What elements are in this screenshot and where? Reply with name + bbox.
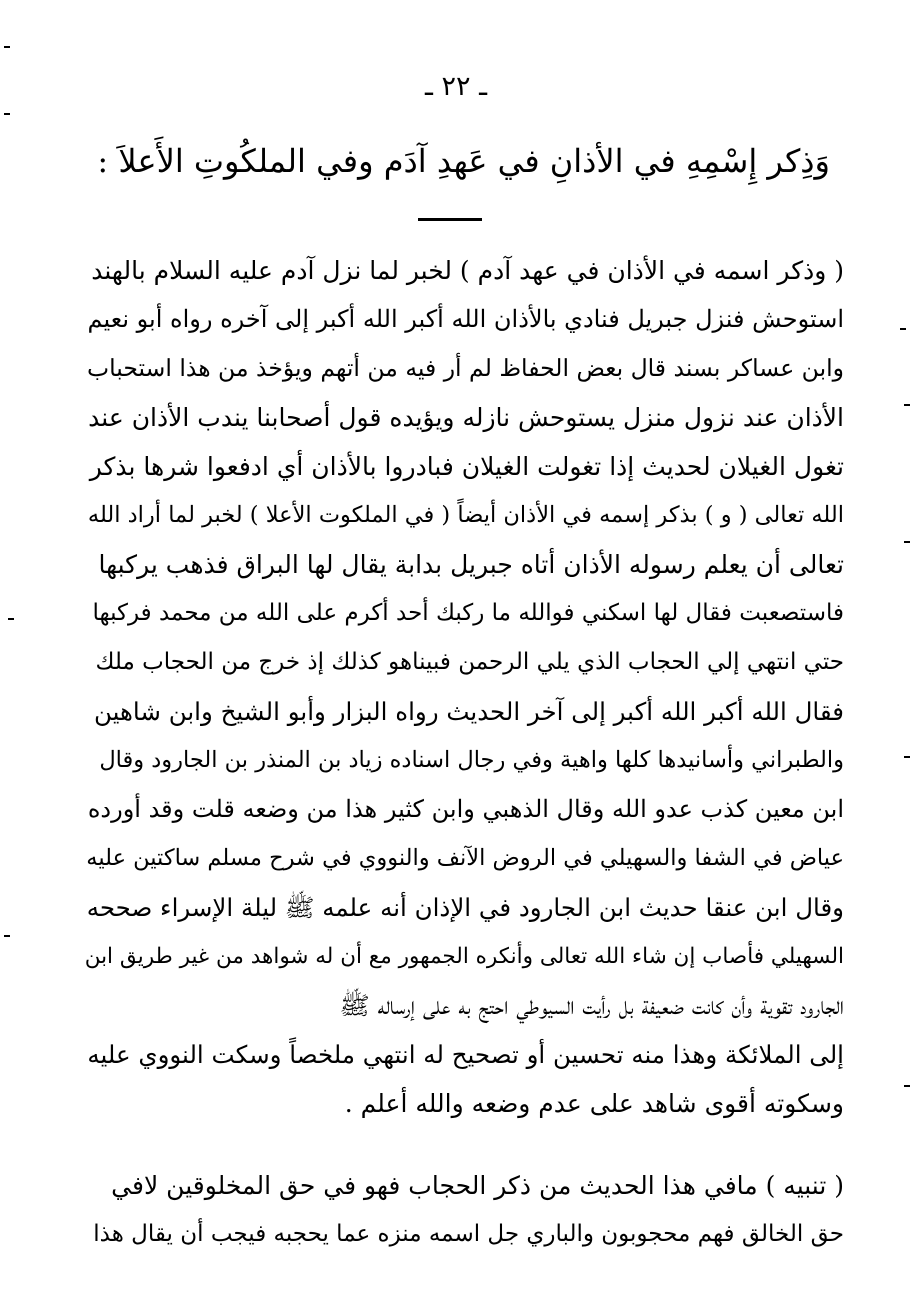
text-line: حتي انتهي إلي الحجاب الذي يلي الرحمن فبيناهو كذلك إذ خرج من الحجاب ملك bbox=[95, 649, 844, 675]
text-line: إلى الملائكة وهذا منه تحسين أو تصحيح له انتهي ملخصاً وسكت النووي عليه bbox=[87, 1040, 844, 1069]
text-line: وابن عساكر بسند قال بعض الحفاظ لم أر فيه من أتهم ويؤخذ من هذا استحباب bbox=[87, 354, 844, 382]
body-paragraph bbox=[84, 246, 844, 1128]
scan-mark bbox=[904, 1085, 910, 1087]
text-line: فاستصعبت فقال لها اسكني فوالله ما ركبك أحد أكرم على الله من محمد فركبها bbox=[92, 600, 844, 626]
text-line: ( وذكر اسمه في الأذان في عهد آدم ) لخبر لما نزل آدم عليه السلام بالهند bbox=[91, 256, 844, 285]
text-line: وقال ابن عنقا حديث ابن الجارود في الإذان أنه علمه ﷺ ليلة الإسراء صححه bbox=[86, 893, 844, 922]
text-line: وسكوته أقوى شاهد على عدم وضعه والله أعلم . bbox=[344, 1089, 844, 1118]
text-line: عياض في الشفا والسهيلي في الروض الآنف والنووي في شرح مسلم ساكتين عليه bbox=[86, 845, 844, 871]
text-line: استوحش فنزل جبريل فنادي بالأذان الله أكبر الله أكبر إلى آخره رواه أبو نعيم bbox=[87, 305, 844, 333]
text-line: ابن معين كذب عدو الله وقال الذهبي وابن كثير هذا من وضعه قلت وقد أورده bbox=[87, 795, 844, 823]
note-paragraph bbox=[84, 1161, 844, 1259]
page-number: ـ ٢٢ ـ bbox=[424, 71, 487, 102]
text-line: والطبراني وأسانيدها كلها واهية وفي رجال اسناده زياد بن المنذر بن الجارود وقال bbox=[99, 747, 844, 773]
text-line: الأذان عند نزول منزل يستوحش نازله ويؤيده قول أصحابنا يندب الأذان عند bbox=[88, 403, 844, 432]
text-line: تعالى أن يعلم رسوله الأذان أتاه جبريل بدابة يقال لها البراق فذهب يركبها bbox=[98, 550, 844, 579]
scan-mark bbox=[904, 404, 910, 406]
text-line: ( تنبيه ) مافي هذا الحديث من ذكر الحجاب فهو في حق المخلوقين لافي bbox=[111, 1171, 844, 1200]
text-line: تغول الغيلان لحديث إذا تغولت الغيلان فبادروا بالأذان أي ادفعوا شرها بذكر bbox=[89, 452, 844, 481]
heading-divider bbox=[418, 218, 482, 221]
scan-mark bbox=[4, 46, 10, 48]
scan-mark bbox=[900, 328, 906, 330]
text-line: الله تعالى ( و ) بذكر إسمه في الأذان أيضاً ( في الملكوت الأعلا ) لخبر لما أراد الله bbox=[87, 502, 844, 528]
scan-mark bbox=[4, 935, 10, 937]
text-line: السهيلي فأصاب إن شاء الله تعالى وأنكره الجمهور مع أن له شواهد من غير طريق ابن bbox=[84, 944, 844, 969]
scan-mark bbox=[904, 756, 910, 758]
text-line: الجارود تقوية وأن كانت ضعيفة بل رأيت السيوطي احتج به على إرساله ﷺ bbox=[339, 991, 844, 1020]
chapter-heading: وَذِكر إِسْمِهِ في الأذانِ في عَهدِ آدَم وفي الملكُوتِ الأَعلاَ : bbox=[97, 142, 830, 180]
scan-mark bbox=[4, 113, 10, 115]
scan-mark bbox=[904, 541, 910, 543]
scan-mark bbox=[8, 618, 14, 620]
text-line: حق الخالق فهم محجوبون والباري جل اسمه منزه عما يحجبه فيجب أن يقال هذا bbox=[93, 1221, 844, 1247]
text-line: فقال الله أكبر الله أكبر إلى آخر الحديث رواه البزار وأبو الشيخ وابن شاهين bbox=[93, 697, 844, 726]
